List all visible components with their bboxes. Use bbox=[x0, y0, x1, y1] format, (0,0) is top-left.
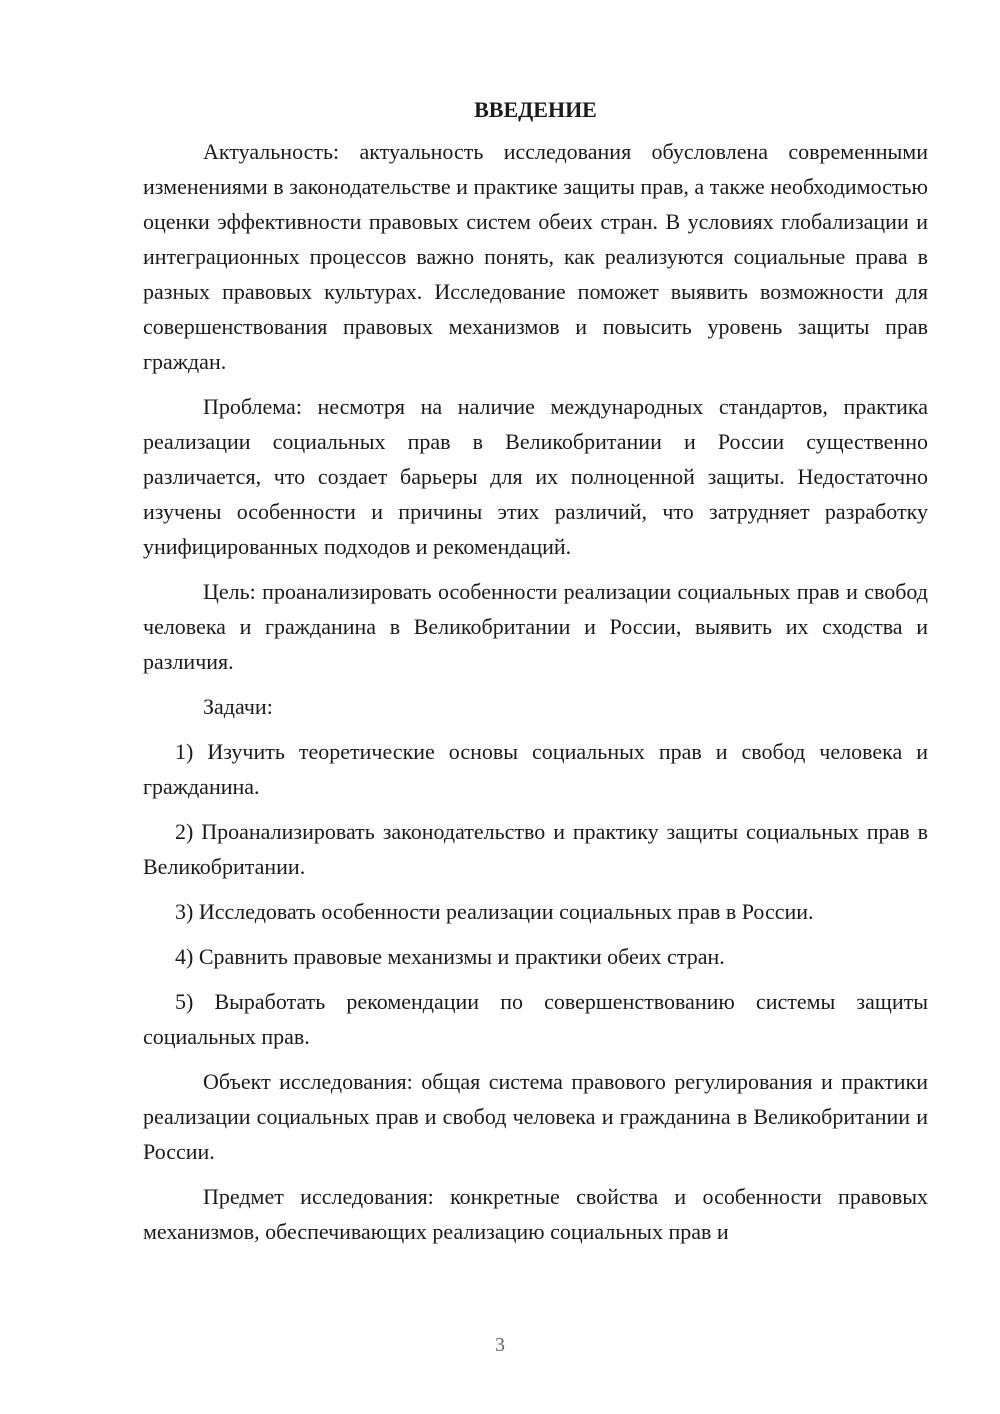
document-page bbox=[143, 92, 928, 1259]
task-item-5: 5) Выработать рекомендации по совершенствованию системы защиты социальных прав. bbox=[143, 989, 928, 1049]
page-number: 3 bbox=[495, 1334, 505, 1356]
task-item-3: 3) Исследовать особенности реализации социальных прав в России. bbox=[175, 899, 814, 924]
relevance-paragraph: Актуальность: актуальность исследования обусловлена современными изменениями в законодательстве и практике защиты прав, а также необходимостью оценки эффективности правовых систем обеих стран. В условиях глобализации и интеграционных процессов важно понять, как реализуются социальные права в разных правовых культурах. Исследование поможет выявить возможности для совершенствования правовых механизмов и повысить уровень защиты прав граждан. bbox=[143, 139, 928, 374]
goal-paragraph: Цель: проанализировать особенности реализации социальных прав и свобод человека и гражданина в Великобритании и России, выявить их сходства и различия. bbox=[143, 579, 928, 674]
tasks-heading: Задачи: bbox=[203, 694, 273, 719]
object-paragraph: Объект исследования: общая система правового регулирования и практики реализации социальных прав и свобод человека и гражданина в Великобритании и России. bbox=[143, 1069, 928, 1164]
task-item-1: 1) Изучить теоретические основы социальных прав и свобод человека и гражданина. bbox=[143, 739, 928, 799]
task-item-4: 4) Сравнить правовые механизмы и практики обеих стран. bbox=[175, 944, 725, 969]
page-title: ВВЕДЕНИЕ bbox=[474, 97, 597, 122]
task-item-2: 2) Проанализировать законодательство и практику защиты социальных прав в Великобритании. bbox=[143, 819, 928, 879]
subject-paragraph: Предмет исследования: конкретные свойства и особенности правовых механизмов, обеспечивающих реализацию социальных прав и bbox=[143, 1184, 928, 1244]
problem-paragraph: Проблема: несмотря на наличие международных стандартов, практика реализации социальных прав в Великобритании и России существенно различается, что создает барьеры для их полноценной защиты. Недостаточно изучены особенности и причины этих различий, что затрудняет разработку унифицированных подходов и рекомендаций. bbox=[143, 394, 928, 559]
